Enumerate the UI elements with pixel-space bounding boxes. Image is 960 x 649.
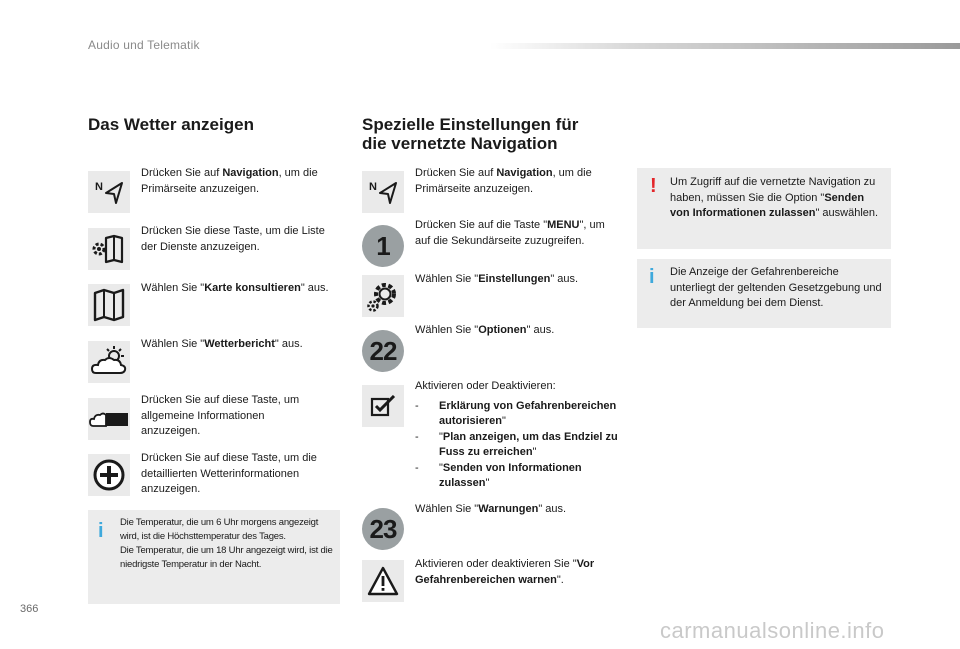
middle-step-toggle-list: Aktivieren oder Deaktivieren: - Erklärung von Gefahrenbereichen autorisieren" - "Plan anzeigen, um das Endziel zu Fuss zu erreichen" - "Senden von Informationen zulassen"	[415, 379, 620, 492]
checkbox-icon	[370, 395, 396, 417]
middle-step-navigation: Drücken Sie auf Navigation, um die Primärseite anzuzeigen.	[415, 167, 592, 195]
svg-text:N: N	[369, 181, 377, 193]
toggle-item-send-info: - "Senden von Informationen zulassen"	[415, 461, 582, 489]
checkbox-button	[362, 385, 404, 427]
middle-section-title: Spezielle Einstellungen für die vernetzte Navigation	[362, 115, 579, 153]
info-icon: i	[649, 266, 655, 288]
weather-icon	[90, 345, 128, 379]
gear-icon	[365, 278, 401, 314]
weather-button	[88, 341, 130, 383]
services-button	[88, 228, 130, 270]
services-list-icon	[90, 232, 128, 266]
map-icon	[92, 288, 126, 322]
left-step-map: Wählen Sie "Karte konsultieren" aus.	[141, 282, 329, 294]
left-step-detail-info: Drücken Sie auf diese Taste, um die detaillierten Wetterinformationen anzuzeigen.	[141, 452, 317, 495]
step-number-23: 23	[362, 508, 404, 550]
danger-zone-info-note	[637, 259, 891, 328]
page-number: 366	[20, 603, 39, 615]
warning-button	[362, 560, 404, 602]
general-info-button	[88, 398, 130, 440]
toggle-item-walk-plan: - "Plan anzeigen, um das Endziel zu Fuss zu erreichen"	[415, 430, 618, 458]
toggle-item-authorize: - Erklärung von Gefahrenbereichen autorisieren"	[415, 399, 617, 427]
map-button	[88, 284, 130, 326]
temperature-note-line1: Die Temperatur, die um 6 Uhr morgens angezeigt wird, ist die Höchsttemperatur des Tages.	[120, 517, 319, 542]
temperature-note	[88, 510, 340, 604]
step-number-22: 22	[362, 330, 404, 372]
navigation-icon	[92, 175, 126, 209]
warning-triangle-icon	[367, 566, 399, 596]
info-icon: i	[98, 520, 104, 542]
navigation-icon	[366, 175, 400, 209]
left-step-services: Drücken Sie diese Taste, um die Liste der Dienste anzuzeigen.	[141, 225, 325, 253]
left-step-weather: Wählen Sie "Wetterbericht" aus.	[141, 338, 303, 350]
svg-text:N: N	[95, 181, 103, 193]
exclamation-icon: !	[650, 175, 657, 197]
access-warning-text: Um Zugriff auf die vernetzte Navigation zu haben, müssen Sie die Option "Senden von Informationen zulassen" auswählen.	[670, 176, 879, 219]
danger-zone-info-text: Die Anzeige der Gefahrenbereiche unterliegt der geltenden Gesetzgebung und der Anmeldung bei dem Dienst.	[670, 266, 882, 309]
step-number-1: 1	[362, 225, 404, 267]
header-rule	[490, 43, 960, 49]
navigation-button	[88, 171, 130, 213]
settings-button	[362, 275, 404, 317]
middle-step-settings: Wählen Sie "Einstellungen" aus.	[415, 273, 579, 285]
watermark: carmanualsonline.info	[660, 618, 885, 643]
left-step-general-info: Drücken Sie auf diese Taste, um allgemeine Informationen anzuzeigen.	[141, 394, 300, 437]
plus-circle-icon	[92, 458, 126, 492]
cloud-bar-icon	[89, 409, 129, 429]
middle-step-menu: Drücken Sie auf die Taste "MENU", um auf die Sekundärseite zuzugreifen.	[415, 219, 605, 247]
temperature-note-line2: Die Temperatur, die um 18 Uhr angezeigt wird, ist die niedrigste Temperatur in der Nacht.	[120, 545, 333, 570]
left-step-navigation: Drücken Sie auf Navigation, um die Primärseite anzuzeigen.	[141, 167, 318, 195]
access-warning-note	[637, 168, 891, 249]
middle-step-warn-danger: Aktivieren oder deaktivieren Sie "Vor Gefahrenbereichen warnen".	[415, 558, 595, 586]
middle-step-options: Wählen Sie "Optionen" aus.	[415, 324, 555, 336]
left-section-title: Das Wetter anzeigen	[88, 115, 254, 134]
navigation-button-2	[362, 171, 404, 213]
middle-step-warnings: Wählen Sie "Warnungen" aus.	[415, 503, 567, 515]
detail-info-button	[88, 454, 130, 496]
running-header: Audio und Telematik	[88, 38, 200, 52]
